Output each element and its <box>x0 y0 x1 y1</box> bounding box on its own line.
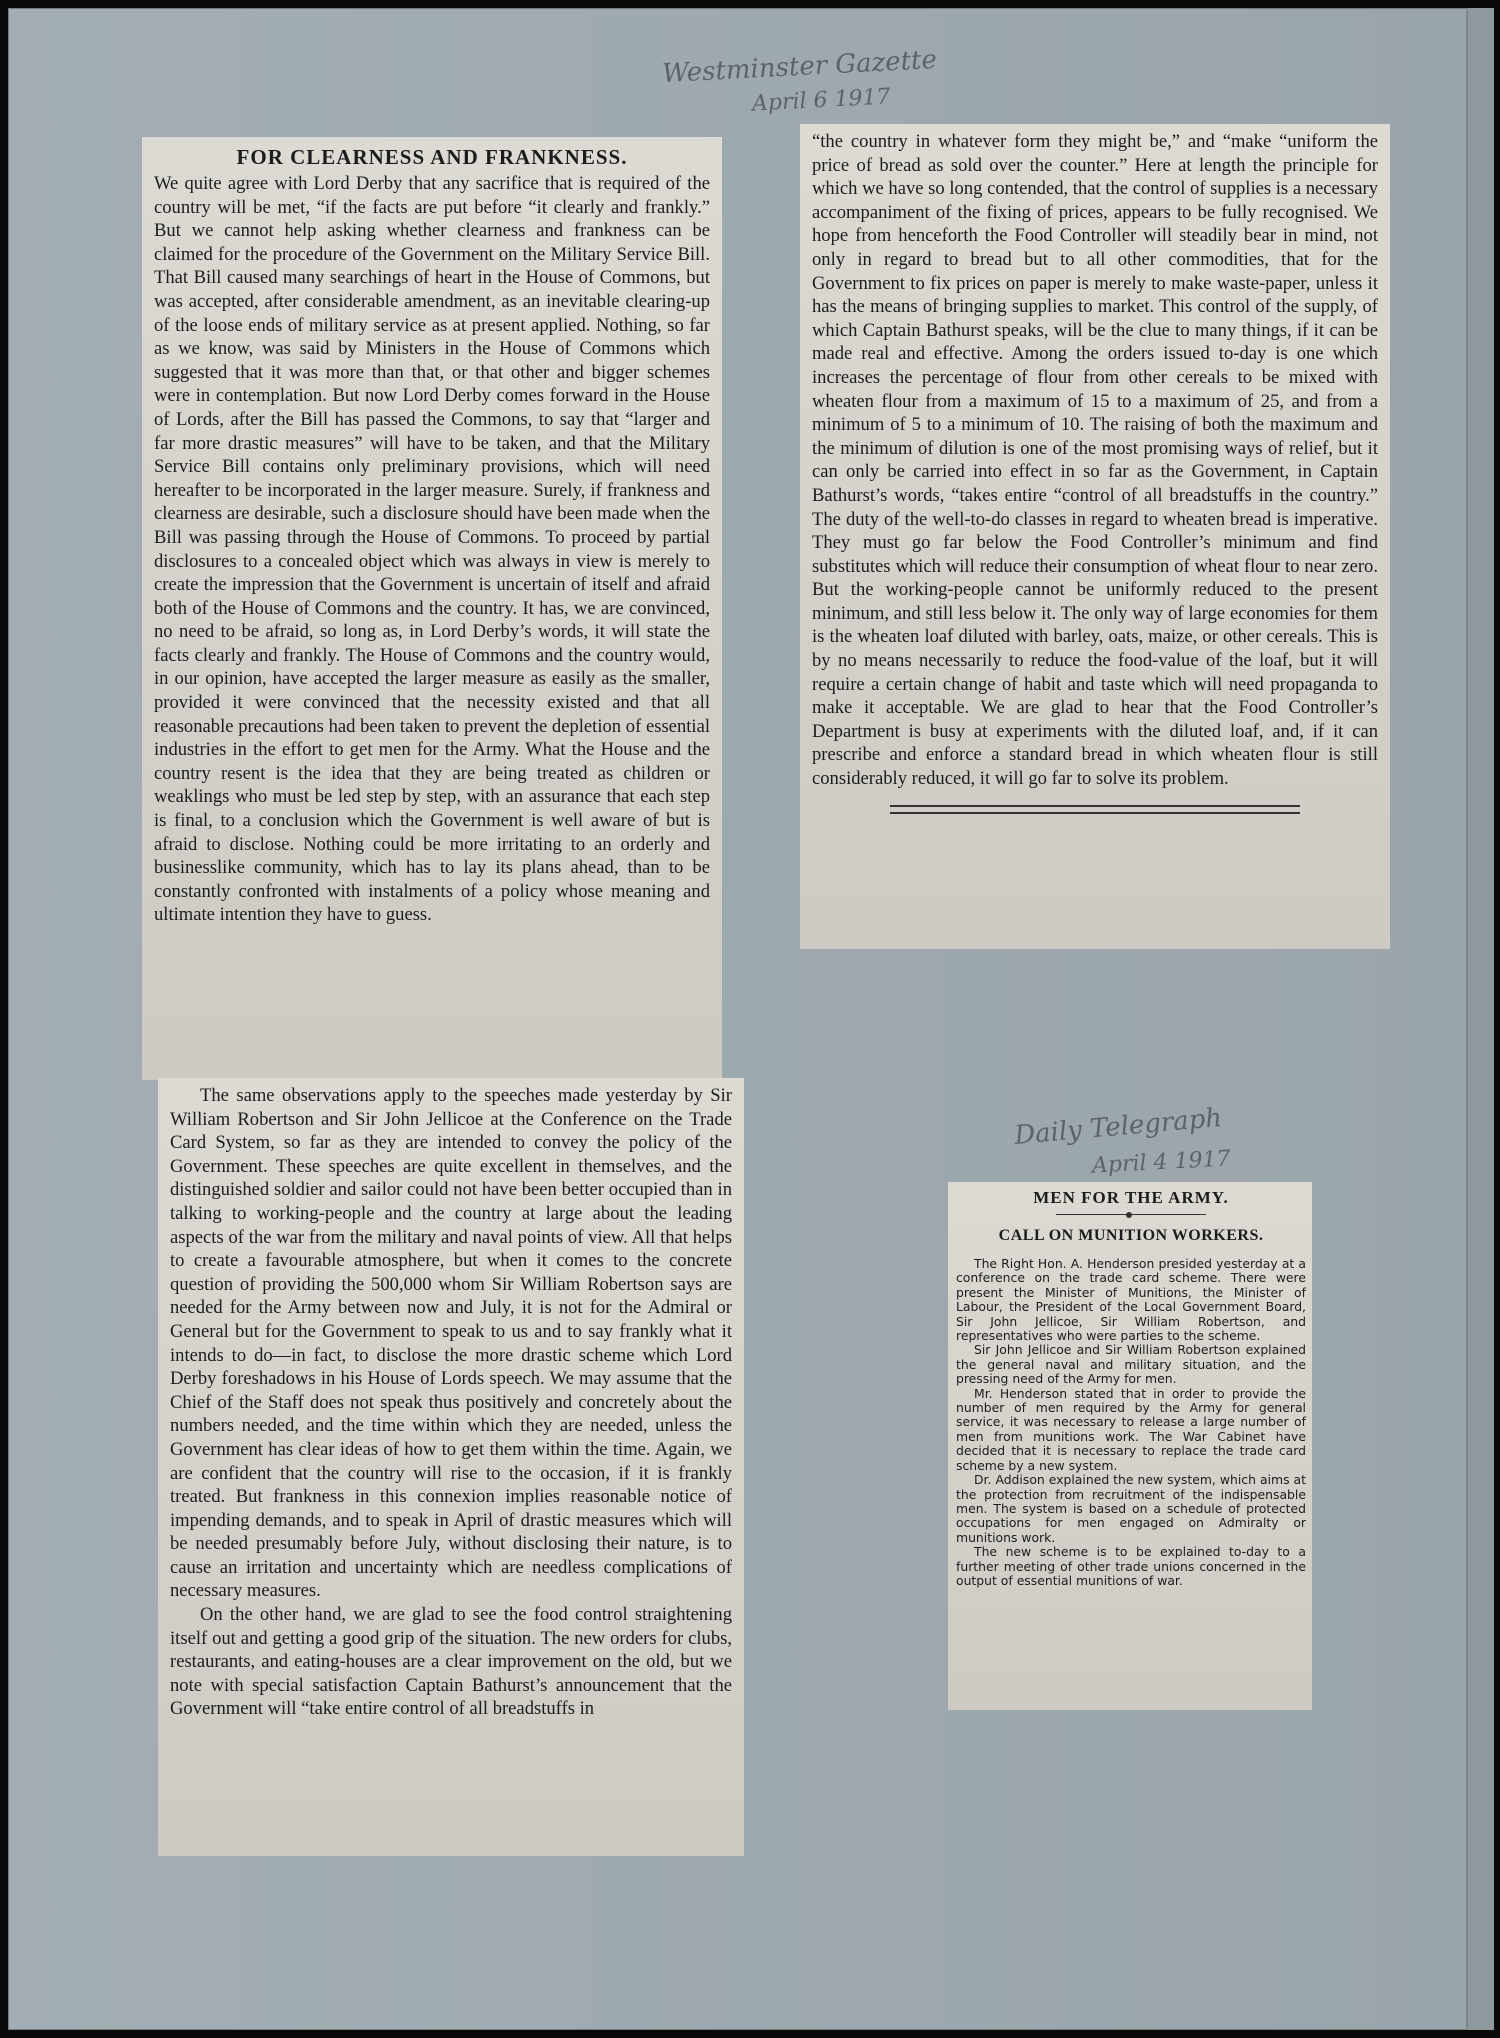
article-body <box>170 1084 732 1721</box>
article-paragraph: Sir John Jellicoe and Sir William Robertson explained the general naval and military situation, and the pressing need of the Army for men. <box>956 1342 1306 1387</box>
article-paragraph: Mr. Henderson stated that in order to provide the number of men required by the Army for general service, it was necessary to release a large number of men from munitions work. The War Cabinet have decided that it is necessary to replace the trade card scheme by a new system. <box>956 1385 1306 1473</box>
article-subtitle: CALL ON MUNITION WORKERS. <box>998 1227 1264 1244</box>
handwritten-date-telegraph: April 4 1917 <box>1091 1146 1232 1179</box>
clipping-westminster-part-2 <box>158 1078 744 1856</box>
article-paragraph: “the country in whatever form they might be,” and “make “uniform the price of bread as sold over the counter.” Here at length the principle for which we have so long contended, that the control of supplies is a necessary accompaniment of the fixing of prices, appears to be fully recognised. We hope from henceforth the Food Controller will steadily bear in mind, not only in regard to bread but to all other commodities, that for the Government to fix prices on paper is merely to make waste-paper, unless it has the means of bringing supplies to market. This control of the supply, of which Captain Bathurst speaks, will be the clue to many things, if it can be made real and effective. Among the orders issued to-day is one which increases the percentage of flour from other cereals to be mixed with wheaten flour from a maximum of 15 to a maximum of 25, and from a minimum of 5 to a minimum of 10. The raising of both the maximum and the minimum of dilution is one of the most promising ways of relief, but it can only be carried into effect in so far as the Government, in Captain Bathurst’s words, “takes entire “control of all breadstuffs in the country.” The duty of the well-to-do classes in regard to wheaten bread is imperative. They must go far below the Food Controller’s minimum and find substitutes which will reduce their consumption of wheat flour to near zero. But the working-people cannot be uniformly reduced to the present minimum, and still less below it. The only way of large economies for them is the wheaten loaf diluted with barley, oats, maize, or other cereals. This is by no means necessarily to reduce the food-value of the loaf, but it will require a certain change of habit and taste which will need propaganda to make it acceptable. We are glad to hear that the Food Controller’s Department is busy at experiments with the diluted loaf, and, if it can prescribe and enforce a standard bread in which wheaten flour is still considerably reduced, it will go far to solve its problem. <box>812 131 1378 790</box>
article-paragraph: On the other hand, we are glad to see the food control straightening itself out and getting a good grip of the situation. The new orders for clubs, restaurants, and eating-houses are a clear improvement on the old, but we note with special satisfaction Captain Bathurst’s announcement that the Government will “take entire control of all breadstuffs in <box>170 1604 732 1720</box>
end-rule <box>890 805 1300 814</box>
article-body <box>956 1257 1306 1588</box>
article-title: MEN FOR THE ARMY. <box>1033 1188 1229 1207</box>
article-paragraph: The Right Hon. A. Henderson presided yesterday at a conference on the trade card scheme. There were present the Minister of Munitions, the Minister of Labour, the President of the Local Government Board, Sir John Jellicoe, Sir William Robertson, and representatives who were parties to the scheme. <box>956 1256 1306 1344</box>
clipping-westminster-part-3 <box>800 124 1390 949</box>
article-title: FOR CLEARNESS AND FRANKNESS. <box>236 145 628 169</box>
article-body <box>154 172 710 927</box>
handwritten-source-telegraph: Daily Telegraph <box>1013 1102 1224 1152</box>
handwritten-source-westminster: Westminster Gazette <box>661 44 938 90</box>
article-body <box>812 130 1378 791</box>
handwritten-date-westminster: April 6 1917 <box>751 84 892 117</box>
clipping-westminster-part-1 <box>142 137 722 1080</box>
article-paragraph: Dr. Addison explained the new system, which aims at the protection from recruitment of the indispensable men. The system is based on a schedule of protected occupations for men engaged on Admiralty or munitions work. <box>956 1472 1306 1545</box>
article-paragraph: The new scheme is to be explained to-day to a further meeting of other trade unions concerned in the output of essential munitions of war. <box>956 1544 1306 1588</box>
article-paragraph: The same observations apply to the speeches made yesterday by Sir William Robertson and Sir John Jellicoe at the Conference on the Trade Card System, so far as they are intended to convey the policy of the Government. These speeches are quite excellent in themselves, and the distinguished soldier and sailor could not have been better occupied than in talking to working-people and the country at large about the leading aspects of the war from the military and naval points of view. All that helps to create a favourable atmosphere, but when it comes to the concrete question of providing the 500,000 whom Sir William Robertson says are needed for the Army between now and July, it is not for the Admiral or General but for the Government to speak to us and to say frankly what it intends to do—in fact, to disclose the more drastic scheme which Lord Derby foreshadows in his House of Lords speech. We may assume that the Chief of the Staff does not speak thus positively and concretely about the numbers needed, and the time within which they are needed, unless the Government has clear ideas of how to get them within the time. Again, we are confident that the country will rise to the occasion, if it is frankly treated. But frankness in this connexion implies reasonable notice of impending demands, and to speak in April of drastic measures which will be needed presumably before July, without disclosing their nature, is to cause an irritation and uncertainty which are needless complications of necessary measures. <box>170 1085 732 1602</box>
album-spine <box>1466 8 1494 2030</box>
article-paragraph: We quite agree with Lord Derby that any sacrifice that is required of the country will be met, “if the facts are put before “it clearly and frankly.” But we cannot help asking whether clearness and frankness can be claimed for the procedure of the Government on the Military Service Bill. That Bill caused many searchings of heart in the House of Commons, but was accepted, after considerable amendment, as an inevitable clearing-up of the loose ends of military service as at present applied. Nothing, so far as we know, was said by Ministers in the House of Commons which suggested that it was more than that, or that other and bigger schemes were in contemplation. But now Lord Derby comes forward in the House of Lords, after the Bill has passed the Commons, to say that “larger and far more drastic measures” will have to be taken, and that the Military Service Bill contains only preliminary provisions, which will need hereafter to be incorporated in the larger measure. Surely, if frankness and clearness are desirable, such a disclosure should have been made when the Bill was passing through the House of Commons. To proceed by partial disclosures to a concealed object which was always in view is merely to create the impression that the Government is uncertain of itself and afraid both of the House of Commons and the country. It has, we are convinced, no need to be afraid, so long as, in Lord Derby’s words, it will state the facts clearly and frankly. The House of Commons and the country would, in our opinion, have accepted the larger measure as easily as the smaller, provided it were convinced that the necessity existed and that all reasonable precautions had been taken to prevent the depletion of essential industries in the effort to get men for the Army. What the House and the country resent is the idea that they are being treated as children or weaklings who must be led step by step, with an assurance that each step is final, to a conclusion which the Government is well aware of but is afraid to disclose. Nothing could be more irritating to an orderly and businesslike community, which has to lay its plans ahead, than to be constantly confronted with instalments of a policy whose meaning and ultimate intention they have to guess. <box>154 173 710 926</box>
title-rule <box>1056 1214 1206 1225</box>
clipping-telegraph <box>948 1182 1312 1710</box>
